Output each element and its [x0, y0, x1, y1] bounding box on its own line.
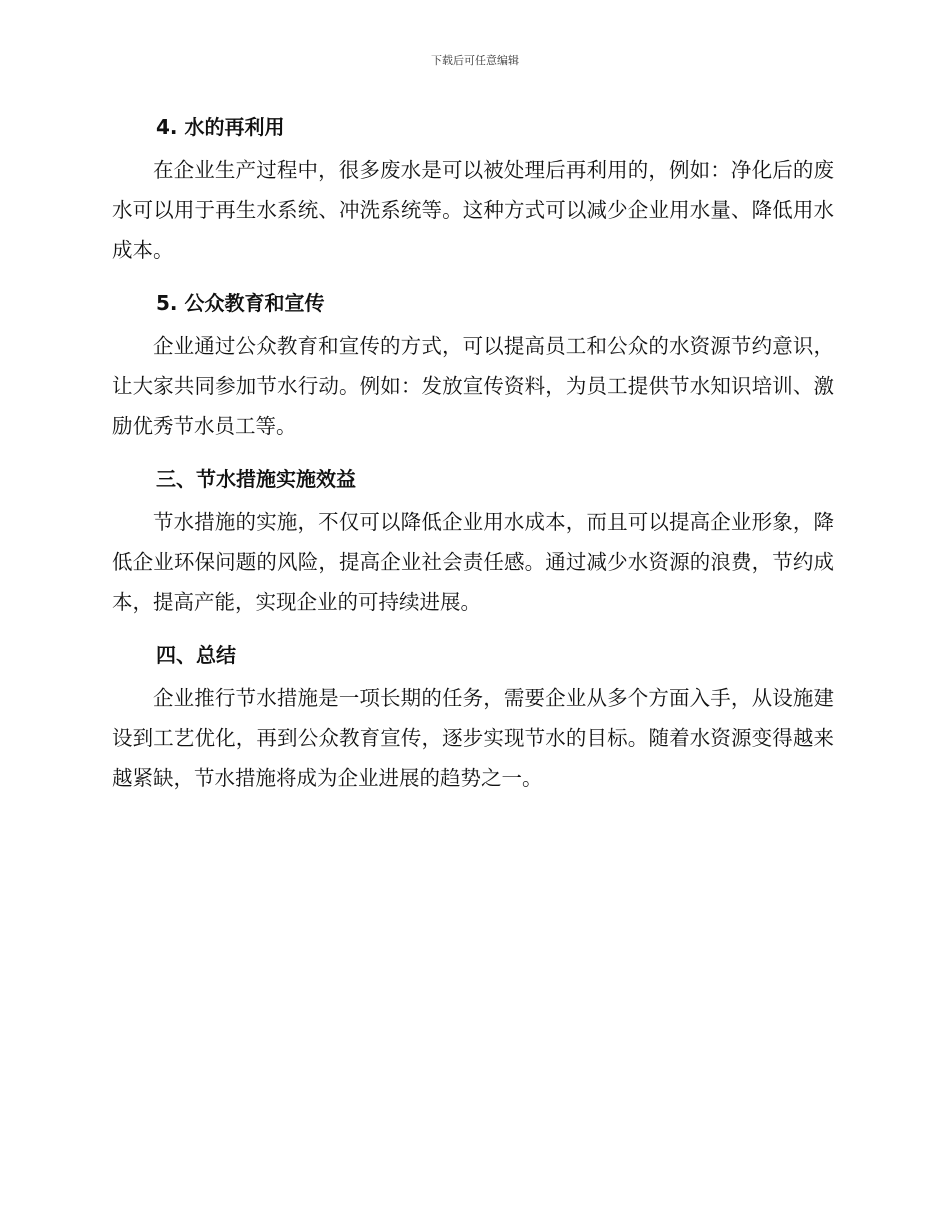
section-paragraph-public-education: 企业通过公众教育和宣传的方式，可以提高员工和公众的水资源节约意识，让大家共同参加节水行动。例如：发放宣传资料，为员工提供节水知识培训、激励优秀节水员工等。 [112, 334, 834, 438]
section-paragraph-benefits: 节水措施的实施，不仅可以降低企业用水成本，而且可以提高企业形象，降低企业环保问题的风险，提高企业社会责任感。通过减少水资源的浪费，节约成本，提高产能，实现企业的可持续进展。 [112, 510, 834, 614]
document-body [112, 104, 834, 808]
section-heading-water-reuse: 4. 水的再利用 [156, 115, 285, 139]
section-heading-benefits: 三、节水措施实施效益 [156, 467, 356, 491]
page-header: 下载后可任意编辑 [431, 54, 519, 67]
section-heading-public-education: 5. 公众教育和宣传 [156, 291, 325, 315]
section-paragraph-water-reuse: 在企业生产过程中，很多废水是可以被处理后再利用的，例如：净化后的废水可以用于再生水系统、冲洗系统等。这种方式可以减少企业用水量、降低用水成本。 [112, 158, 834, 262]
section-heading-summary: 四、总结 [156, 643, 236, 667]
section-paragraph-summary: 企业推行节水措施是一项长期的任务，需要企业从多个方面入手，从设施建设到工艺优化，再到公众教育宣传，逐步实现节水的目标。随着水资源变得越来越紧缺，节水措施将成为企业进展的趋势之一。 [112, 686, 834, 790]
